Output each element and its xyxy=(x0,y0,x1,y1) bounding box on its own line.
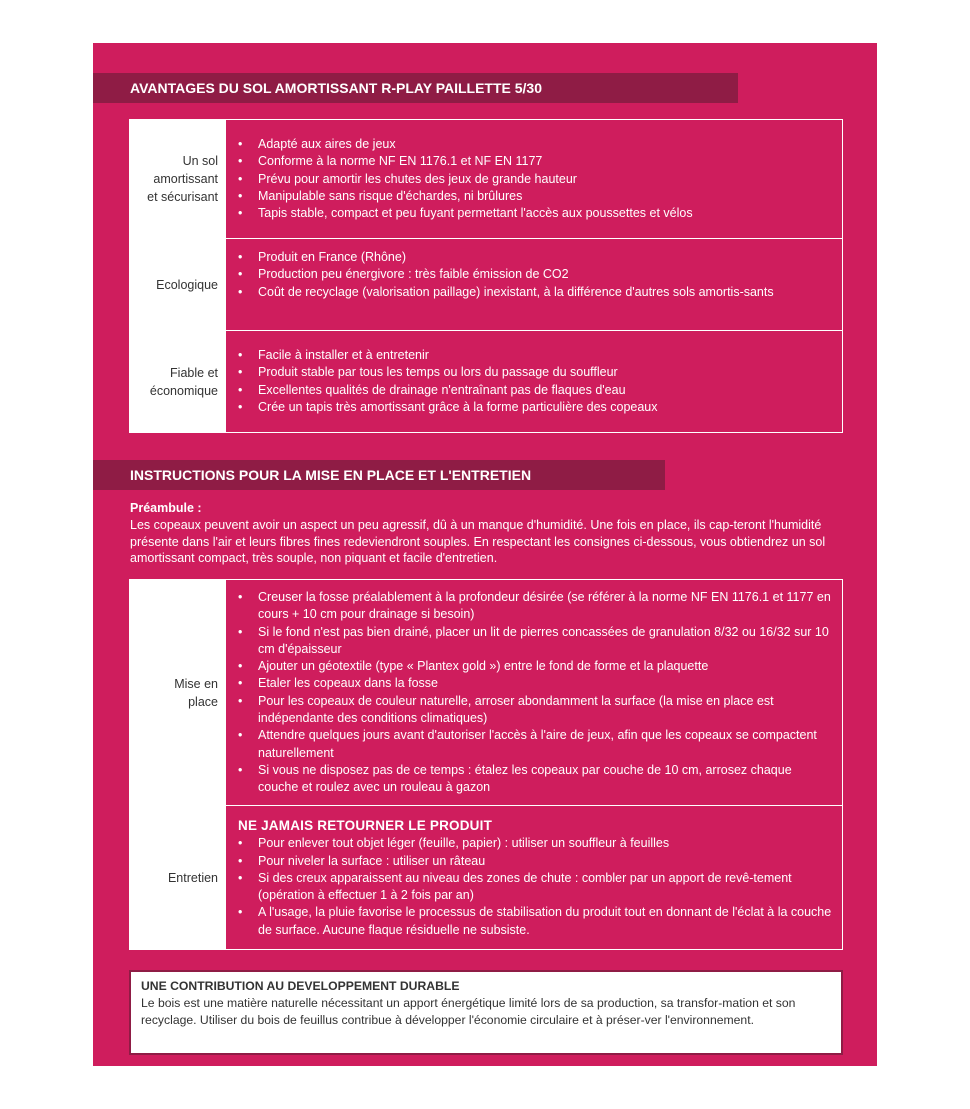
row-content xyxy=(226,806,842,950)
row-label: Fiable et économique xyxy=(130,331,226,433)
list-item: • Excellentes qualités de drainage n'entraînant pas de flaques d'eau xyxy=(238,382,832,399)
list-item: • Ajouter un géotextile (type « Plantex gold ») entre le fond de forme et la plaquette xyxy=(238,658,832,675)
table-row xyxy=(130,238,842,331)
preambule-text: Les copeaux peuvent avoir un aspect un peu agressif, dû à un manque d'humidité. Une fois en place, ils cap-teront l'humidité présente dans l'air et leurs fibres fines redeviendront souples. En respectant les consignes ci-dessous, vous obtiendrez un sol amortissant compact, très souple, non piquant et facile d'entretien. xyxy=(130,518,826,565)
list-item: • Prévu pour amortir les chutes des jeux de grande hauteur xyxy=(238,171,832,188)
table-row xyxy=(130,580,842,805)
list-item: • Etaler les copeaux dans la fosse xyxy=(238,675,832,692)
list-item: • Attendre quelques jours avant d'autoriser l'accès à l'aire de jeux, afin que les copeaux se compactent naturellement xyxy=(238,727,832,762)
warning-heading: NE JAMAIS RETOURNER LE PRODUIT xyxy=(238,818,493,833)
list-item: • Pour niveler la surface : utiliser un râteau xyxy=(238,853,832,870)
list-item: • A l'usage, la pluie favorise le processus de stabilisation du produit tout en donnant de l'éclat à la couche de surface. Aucune flaque résiduelle ne subsiste. xyxy=(238,904,832,939)
list-item: • Tapis stable, compact et peu fuyant permettant l'accès aux poussettes et vélos xyxy=(238,205,832,222)
table-row xyxy=(130,120,842,238)
list-item: • Produit stable par tous les temps ou lors du passage du souffleur xyxy=(238,364,832,381)
list-item: • Si le fond n'est pas bien drainé, placer un lit de pierres concassées de granulation 8/32 ou 16/32 sur 10 cm d'épaisseur xyxy=(238,624,832,659)
list-item: • Produit en France (Rhône) xyxy=(238,249,832,266)
list-item: • Pour les copeaux de couleur naturelle, arroser abondamment la surface (la mise en place est indépendante des conditions climatiques) xyxy=(238,693,832,728)
list-item: • Adapté aux aires de jeux xyxy=(238,136,832,153)
row-content xyxy=(226,331,842,433)
instructions-title: INSTRUCTIONS POUR LA MISE EN PLACE ET L'ENTRETIEN xyxy=(93,460,665,490)
row-content xyxy=(226,239,842,331)
list-item: • Manipulable sans risque d'échardes, ni brûlures xyxy=(238,188,832,205)
row-content xyxy=(226,580,842,805)
row-label: Mise en place xyxy=(130,580,226,805)
list-item: • Coût de recyclage (valorisation paillage) inexistant, à la différence d'autres sols amortis-sants xyxy=(238,284,832,301)
list-item: • Si vous ne disposez pas de ce temps : étalez les copeaux par couche de 10 cm, arrosez chaque couche et roulez avec un rouleau à gazon xyxy=(238,762,832,797)
preambule-title: Préambule : xyxy=(130,501,202,515)
avantages-title: AVANTAGES DU SOL AMORTISSANT R-PLAY PAILLETTE 5/30 xyxy=(93,73,738,103)
row-content xyxy=(226,120,842,238)
instructions-table xyxy=(129,579,843,950)
row-label: Un sol amortissant et sécurisant xyxy=(130,120,226,238)
list-item: • Conforme à la norme NF EN 1176.1 et NF EN 1177 xyxy=(238,153,832,170)
contribution-text: Le bois est une matière naturelle nécessitant un apport énergétique limité lors de sa production, sa transfor-mation et son recyclage. Utiliser du bois de feuillus contribue à développer l'économie circulaire et à préser-ver l'environnement. xyxy=(141,996,796,1027)
list-item: • Facile à installer et à entretenir xyxy=(238,347,832,364)
list-item: • Production peu énergivore : très faible émission de CO2 xyxy=(238,266,832,283)
list-item: • Crée un tapis très amortissant grâce à la forme particulière des copeaux xyxy=(238,399,832,416)
row-label: Ecologique xyxy=(130,239,226,331)
list-item: • Creuser la fosse préalablement à la profondeur désirée (se référer à la norme NF EN 1176.1 et 1177 en cours + 10 cm pour drainage si besoin) xyxy=(238,589,832,624)
row-label: Entretien xyxy=(130,806,226,950)
list-item: • Pour enlever tout objet léger (feuille, papier) : utiliser un souffleur à feuilles xyxy=(238,835,832,852)
product-sheet xyxy=(93,43,877,1066)
contribution-title: UNE CONTRIBUTION AU DEVELOPPEMENT DURABLE xyxy=(141,979,460,993)
table-row xyxy=(130,805,842,950)
avantages-table xyxy=(129,119,843,433)
contribution-box xyxy=(129,970,843,1055)
table-row xyxy=(130,330,842,433)
list-item: • Si des creux apparaissent au niveau des zones de chute : combler par un apport de revê-tement (opération à effectuer 1 à 2 fois par an) xyxy=(238,870,832,905)
